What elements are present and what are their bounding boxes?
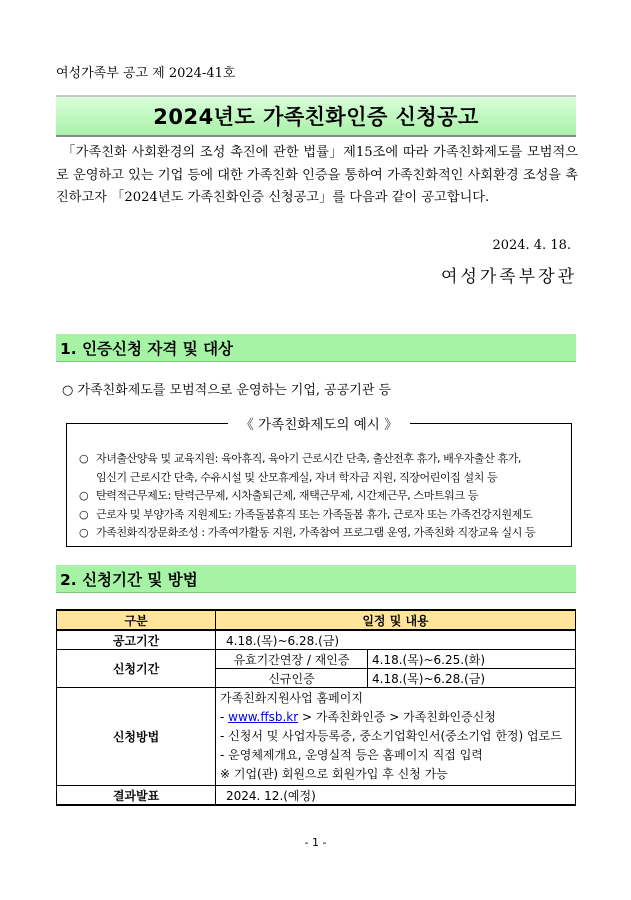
example-item-text: 자녀출산양육 및 교육지원: 육아휴직, 육아기 근로시간 단축, 출산전후 휴가, 배우자출산 휴가, xyxy=(96,452,522,465)
example-item-text: 근로자 및 부양가족 지원제도: 가족돌봄휴직 또는 가족돌봄 휴가, 근로자 또는 가족건강지원제도 xyxy=(96,507,533,521)
list-item xyxy=(79,450,565,469)
method-dash: - xyxy=(220,710,229,724)
table-row xyxy=(57,630,576,650)
method-content xyxy=(216,688,576,786)
method-line-link xyxy=(220,708,571,727)
example-item-continuation: 임신기 근로시간 단축, 수유시설 및 산모휴게실, 자녀 학자금 지원, 직장어린이집 설치 등 xyxy=(96,470,498,484)
renew-label: 유효기간연장 / 재인증 xyxy=(216,650,368,669)
apply-period-label: 신청기간 xyxy=(57,650,216,688)
header-division: 구분 xyxy=(57,610,216,630)
example-item-text: 가족친화직장문화조성 : 가족여가활동 지원, 가족참여 프로그램 운영, 가족친화 직장교육 실시 등 xyxy=(96,526,536,539)
result-label: 결과발표 xyxy=(57,786,216,806)
method-label: 신청방법 xyxy=(57,688,216,786)
table-header-row xyxy=(57,610,576,630)
method-line-note: ※ 기업(관) 회원으로 회원가입 후 신청 가능 xyxy=(220,767,448,781)
example-item-text: 탄력적근무제도: 탄력근무제, 시차출퇴근제, 재택근무제, 시간제근무, 스마트워크 등 xyxy=(96,489,478,502)
notice-period-value: 4.18.(목)~6.28.(금) xyxy=(216,630,576,650)
example-list xyxy=(79,450,565,543)
renew-value: 4.18.(목)~6.25.(화) xyxy=(368,650,576,669)
ffsb-link[interactable]: www.ffsb.kr xyxy=(228,710,299,724)
notice-number: 여성가족부 공고 제 2024-41호 xyxy=(56,66,236,81)
new-value: 4.18.(목)~6.28.(금) xyxy=(368,669,576,688)
section2-heading: 2. 신청기간 및 방법 xyxy=(56,565,576,593)
circle-bullet-icon: ○ xyxy=(79,507,89,521)
circle-bullet-icon: ○ xyxy=(79,526,89,539)
section1-heading: 1. 인증신청 자격 및 대상 xyxy=(56,334,576,362)
signer: 여성가족부장관 xyxy=(441,267,577,287)
table-row xyxy=(57,650,576,669)
page-title: 2024년도 가족친화인증 신청공고 xyxy=(56,95,576,137)
result-value: 2024. 12.(예정) xyxy=(216,786,576,806)
notice-date: 2024. 4. 18. xyxy=(492,238,571,253)
table-row xyxy=(57,786,576,806)
method-line-upload: - 신청서 및 사업자등록증, 중소기업확인서(중소기업 한정) 업로드 xyxy=(220,729,562,743)
method-line-input: - 운영체제개요, 운영실적 등은 홈페이지 직접 입력 xyxy=(220,748,483,762)
method-line-homepage: 가족친화지원사업 홈페이지 xyxy=(220,691,363,705)
notice-period-label: 공고기간 xyxy=(57,630,216,650)
circle-bullet-icon: ○ xyxy=(79,489,89,502)
schedule-table xyxy=(56,609,576,806)
list-item xyxy=(79,506,565,525)
method-path: > 가족친화인증 > 가족친화인증신청 xyxy=(298,710,496,724)
intro-paragraph: 「가족친화 사회환경의 조성 촉진에 관한 법률」제15조에 따라 가족친화제도를 모범적으로 운영하고 있는 기업 등에 대한 가족친화 인증을 통하여 가족친화적인 사회환경 조성을 촉진하고자 「2024년도 가족친화인증 신청공고」를 다음과 같이 공고합니다. xyxy=(56,145,578,205)
example-box xyxy=(66,417,572,547)
list-item xyxy=(79,487,565,506)
section1-target: ○ 가족친화제도를 모범적으로 운영하는 기업, 공공기관 등 xyxy=(62,383,392,398)
list-item xyxy=(79,524,565,543)
header-content: 일정 및 내용 xyxy=(216,610,576,630)
example-title: 《 가족친화제도의 예시 》 xyxy=(228,417,409,433)
circle-bullet-icon: ○ xyxy=(79,452,89,465)
table-row xyxy=(57,688,576,786)
page-number: - 1 - xyxy=(304,836,327,849)
new-label: 신규인증 xyxy=(216,669,368,688)
example-title-wrap xyxy=(67,413,571,433)
